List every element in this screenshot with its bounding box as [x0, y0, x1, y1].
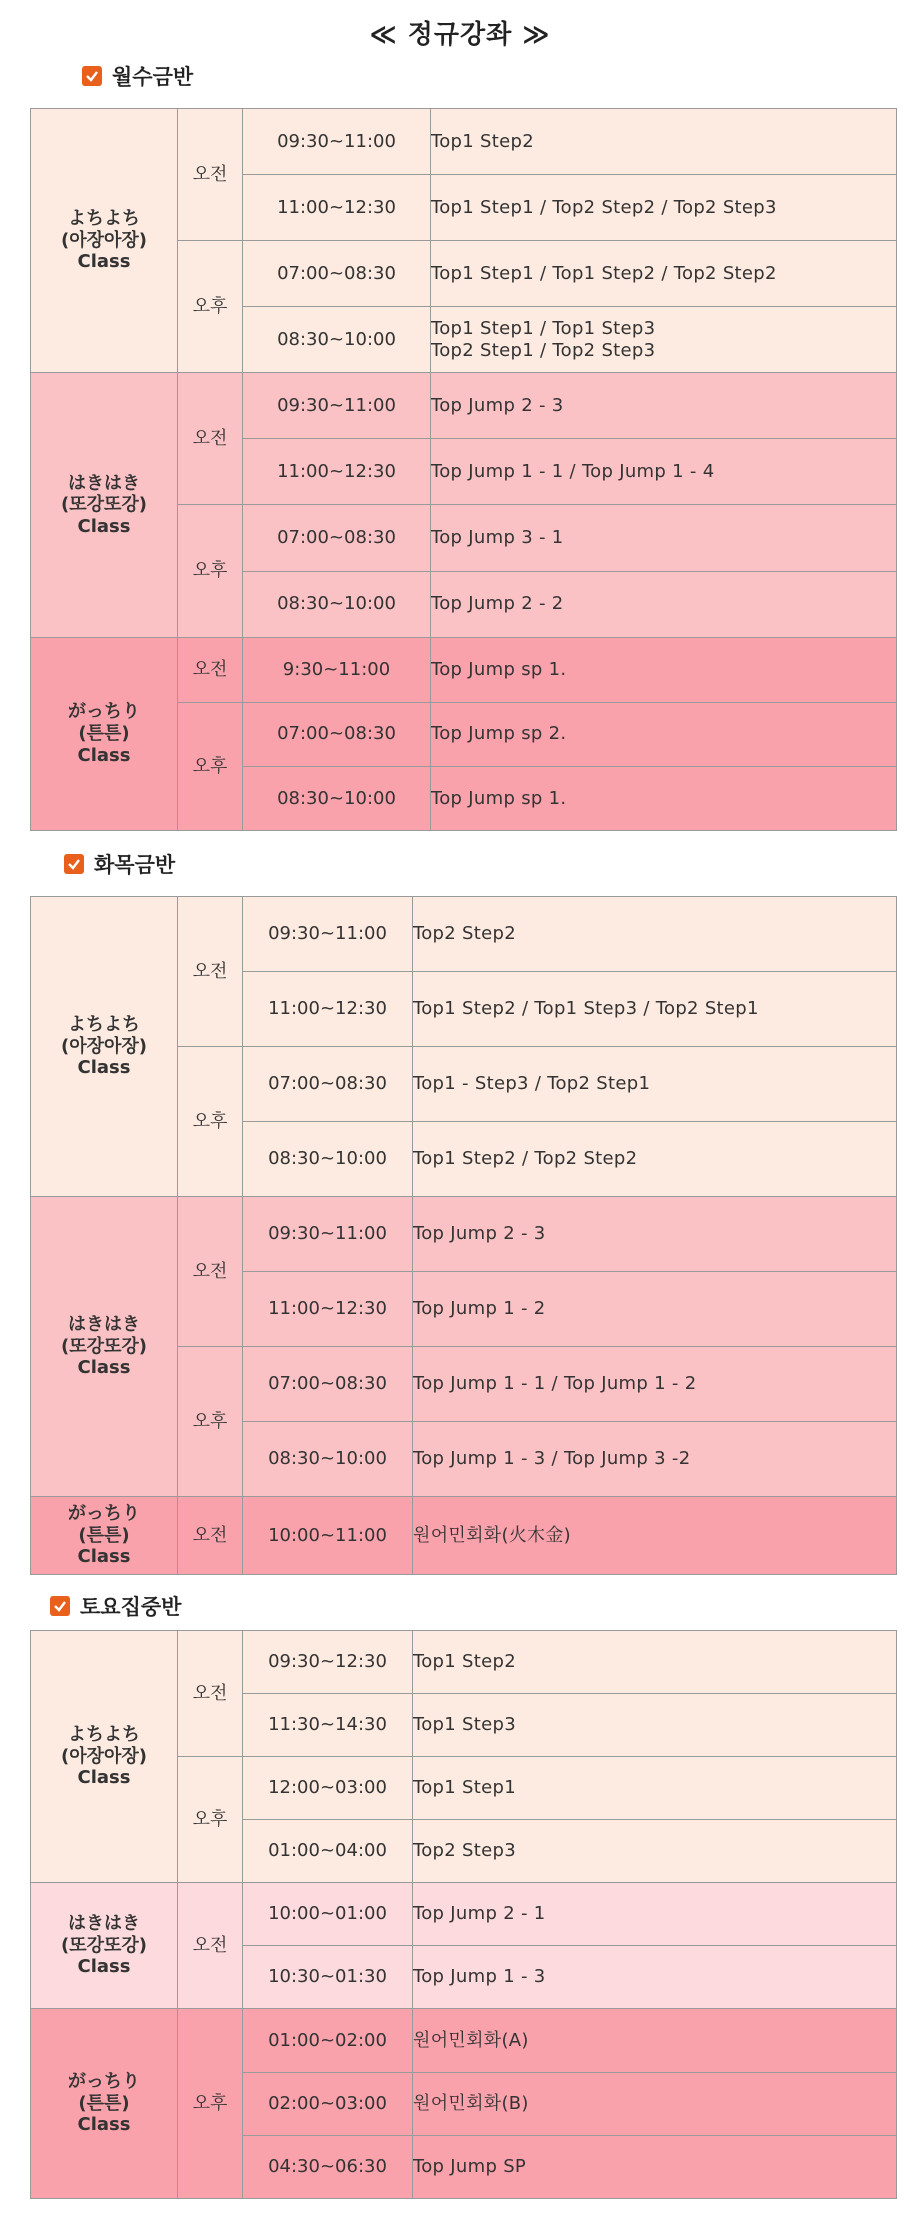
- course-cell: Top1 Step1 / Top2 Step2 / Top2 Step3: [431, 175, 897, 241]
- time-cell: 09:30~11:00: [243, 1197, 413, 1272]
- time-cell: 12:00~03:00: [243, 1757, 413, 1820]
- period-cell: 오전: [178, 637, 243, 702]
- period-cell: 오후: [178, 505, 243, 637]
- course-cell: Top Jump 2 - 3: [413, 1197, 897, 1272]
- class-cell: よちよち (아장아장) Class: [31, 897, 178, 1197]
- period-cell: 오전: [178, 373, 243, 505]
- period-cell: 오전: [178, 1883, 243, 2009]
- period-cell: 오후: [178, 702, 243, 830]
- checkbox-icon: [82, 66, 102, 86]
- time-cell: 07:00~08:30: [243, 241, 431, 307]
- course-cell: Top1 Step3: [413, 1694, 897, 1757]
- time-cell: 08:30~10:00: [243, 1422, 413, 1497]
- course-cell: Top Jump 1 - 3: [413, 1946, 897, 2009]
- checkbox-icon: [64, 854, 84, 874]
- time-cell: 07:00~08:30: [243, 505, 431, 571]
- time-cell: 09:30~11:00: [243, 373, 431, 439]
- period-cell: 오후: [178, 1047, 243, 1197]
- course-cell: 원어민회화(B): [413, 2073, 897, 2136]
- time-cell: 04:30~06:30: [243, 2136, 413, 2199]
- period-cell: 오전: [178, 109, 243, 241]
- time-cell: 11:00~12:30: [243, 1272, 413, 1347]
- course-cell: Top Jump sp 2.: [431, 702, 897, 766]
- table-row: [31, 897, 897, 972]
- course-cell: Top Jump 1 - 1 / Top Jump 1 - 2: [413, 1347, 897, 1422]
- page-title: ≪ 정규강좌 ≫: [369, 19, 551, 50]
- course-cell: Top Jump 1 - 1 / Top Jump 1 - 4: [431, 439, 897, 505]
- time-cell: 09:30~12:30: [243, 1631, 413, 1694]
- time-cell: 09:30~11:00: [243, 109, 431, 175]
- class-cell: はきはき (또강또강) Class: [31, 1197, 178, 1497]
- table-row: [31, 1197, 897, 1272]
- class-cell: がっちり (튼튼) Class: [31, 2009, 178, 2199]
- time-cell: 10:00~01:00: [243, 1883, 413, 1946]
- section-header-tue-thu-fri: [64, 848, 175, 880]
- class-cell: よちよち (아장아장) Class: [31, 109, 178, 373]
- schedule-table-tue-thu-fri: [30, 896, 897, 1575]
- table-row: [31, 1497, 897, 1575]
- table-row: [31, 2009, 897, 2073]
- course-cell: Top Jump sp 1.: [431, 766, 897, 830]
- time-cell: 11:00~12:30: [243, 439, 431, 505]
- time-cell: 10:30~01:30: [243, 1946, 413, 2009]
- time-cell: 09:30~11:00: [243, 897, 413, 972]
- course-cell: Top1 Step1: [413, 1757, 897, 1820]
- course-cell: Top Jump sp 1.: [431, 637, 897, 702]
- period-cell: 오전: [178, 1497, 243, 1575]
- table-row: [31, 637, 897, 702]
- time-cell: 9:30~11:00: [243, 637, 431, 702]
- time-cell: 08:30~10:00: [243, 571, 431, 637]
- time-cell: 11:00~12:30: [243, 972, 413, 1047]
- section-header-saturday: [50, 1590, 181, 1622]
- course-cell: Top Jump 2 - 1: [413, 1883, 897, 1946]
- time-cell: 08:30~10:00: [243, 307, 431, 373]
- checkbox-icon: [50, 1596, 70, 1616]
- time-cell: 07:00~08:30: [243, 1347, 413, 1422]
- schedule-table-mon-wed-fri: [30, 108, 897, 831]
- period-cell: 오후: [178, 1757, 243, 1883]
- time-cell: 10:00~11:00: [243, 1497, 413, 1575]
- class-cell: はきはき (또강또강) Class: [31, 373, 178, 637]
- time-cell: 07:00~08:30: [243, 702, 431, 766]
- class-cell: がっちり (튼튼) Class: [31, 637, 178, 830]
- course-cell: Top1 - Step3 / Top2 Step1: [413, 1047, 897, 1122]
- course-cell: Top Jump 1 - 2: [413, 1272, 897, 1347]
- course-cell: 원어민회화(火木金): [413, 1497, 897, 1575]
- time-cell: 01:00~02:00: [243, 2009, 413, 2073]
- period-cell: 오후: [178, 1347, 243, 1497]
- table-row: [31, 373, 897, 439]
- period-cell: 오전: [178, 1631, 243, 1757]
- table-row: [31, 1631, 897, 1694]
- time-cell: 07:00~08:30: [243, 1047, 413, 1122]
- time-cell: 02:00~03:00: [243, 2073, 413, 2136]
- course-cell: Top Jump SP: [413, 2136, 897, 2199]
- course-cell: Top1 Step1 / Top1 Step3 Top2 Step1 / Top2 Step3: [431, 307, 897, 373]
- period-cell: 오후: [178, 2009, 243, 2199]
- section-header-mon-wed-fri: [82, 60, 193, 92]
- section-title: 화목금반: [94, 853, 176, 877]
- course-cell: Top1 Step2: [431, 109, 897, 175]
- table-row: [31, 109, 897, 175]
- class-cell: よちよち (아장아장) Class: [31, 1631, 178, 1883]
- time-cell: 11:30~14:30: [243, 1694, 413, 1757]
- time-cell: 08:30~10:00: [243, 766, 431, 830]
- time-cell: 08:30~10:00: [243, 1122, 413, 1197]
- course-cell: Top Jump 3 - 1: [431, 505, 897, 571]
- table-row: [31, 1883, 897, 1946]
- course-cell: Top1 Step2 / Top1 Step3 / Top2 Step1: [413, 972, 897, 1047]
- course-cell: Top1 Step1 / Top1 Step2 / Top2 Step2: [431, 241, 897, 307]
- course-cell: Top1 Step2: [413, 1631, 897, 1694]
- course-cell: Top Jump 1 - 3 / Top Jump 3 -2: [413, 1422, 897, 1497]
- schedule-table-saturday: [30, 1630, 897, 2199]
- class-cell: がっちり (튼튼) Class: [31, 1497, 178, 1575]
- class-cell: はきはき (또강또강) Class: [31, 1883, 178, 2009]
- period-cell: 오전: [178, 897, 243, 1047]
- course-cell: Top Jump 2 - 2: [431, 571, 897, 637]
- period-cell: 오후: [178, 241, 243, 373]
- course-cell: Top2 Step2: [413, 897, 897, 972]
- time-cell: 11:00~12:30: [243, 175, 431, 241]
- section-title: 월수금반: [112, 65, 194, 89]
- course-cell: Top Jump 2 - 3: [431, 373, 897, 439]
- period-cell: 오전: [178, 1197, 243, 1347]
- section-title: 토요집중반: [80, 1595, 182, 1619]
- course-cell: 원어민회화(A): [413, 2009, 897, 2073]
- time-cell: 01:00~04:00: [243, 1820, 413, 1883]
- course-cell: Top2 Step3: [413, 1820, 897, 1883]
- course-cell: Top1 Step2 / Top2 Step2: [413, 1122, 897, 1197]
